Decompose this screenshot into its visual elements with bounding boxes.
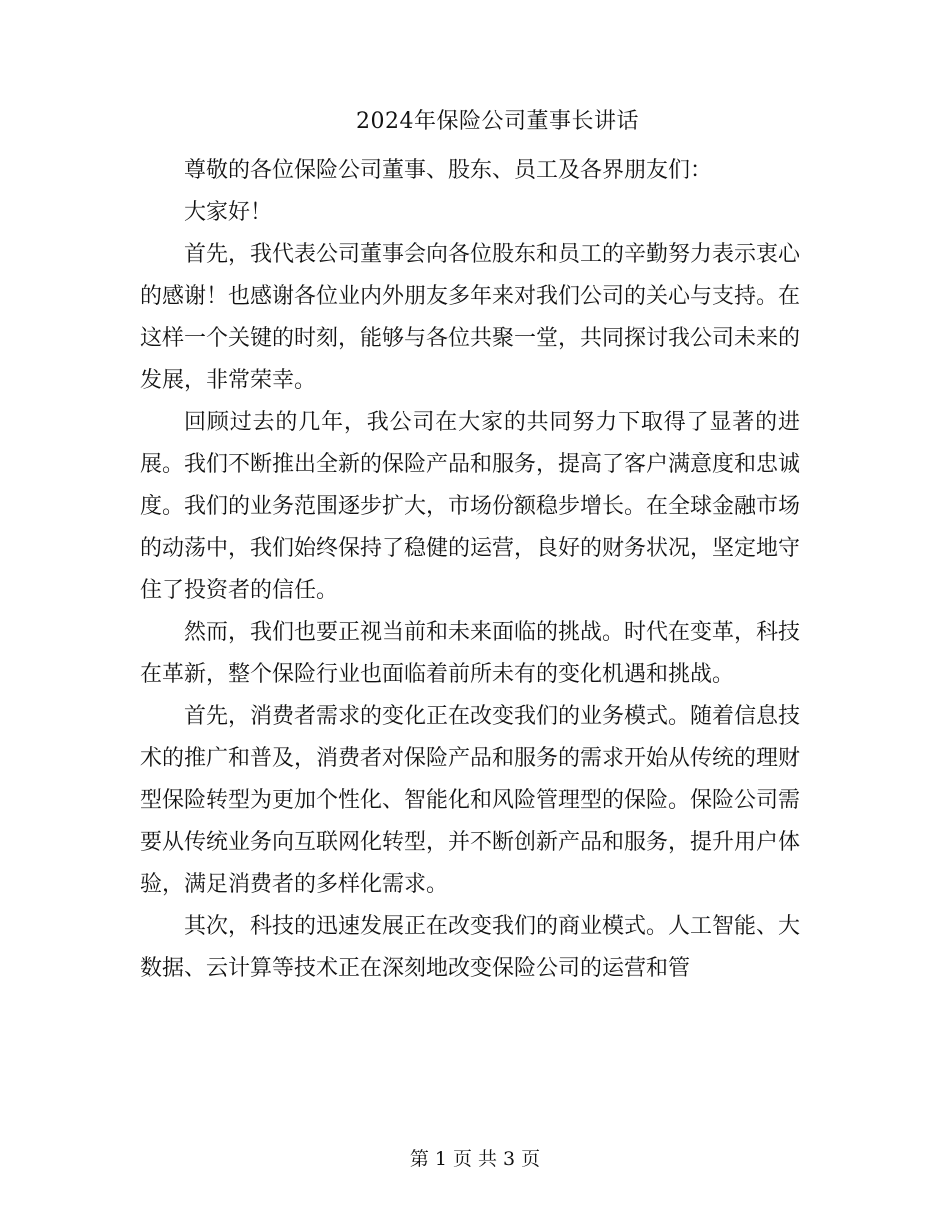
greeting-paragraph: 大家好！: [184, 200, 273, 225]
body-paragraph: 首先，我代表公司董事会向各位股东和员工的辛勤努力表示衷心的感谢！也感谢各位业内外朋友多年来对我们公司的关心与支持。在这样一个关键的时刻，能够与各位共聚一堂，共同探讨我公司未来的发展，非常荣幸。: [140, 242, 801, 393]
body-paragraph: 回顾过去的几年，我公司在大家的共同努力下取得了显著的进展。我们不断推出全新的保险产品和服务，提高了客户满意度和忠诚度。我们的业务范围逐步扩大，市场份额稳步增长。在全球金融市场的动荡中，我们始终保持了稳健的运营，良好的财务状况，坚定地守住了投资者的信任。: [140, 410, 801, 603]
document-body: [140, 150, 800, 990]
body-paragraph: 然而，我们也要正视当前和未来面临的挑战。时代在变革，科技在革新，整个保险行业也面临着前所未有的变化机遇和挑战。: [140, 620, 801, 687]
salutation-paragraph: 尊敬的各位保险公司董事、股东、员工及各界朋友们：: [184, 158, 713, 183]
body-paragraph: 首先，消费者需求的变化正在改变我们的业务模式。随着信息技术的推广和普及，消费者对保险产品和服务的需求开始从传统的理财型保险转型为更加个性化、智能化和风险管理型的保险。保险公司需要从传统业务向互联网化转型，并不断创新产品和服务，提升用户体验，满足消费者的多样化需求。: [140, 704, 801, 897]
body-paragraph: 其次，科技的迅速发展正在改变我们的商业模式。人工智能、大数据、云计算等技术正在深刻地改变保险公司的运营和管: [140, 914, 801, 981]
page-number-footer: 第 1 页 共 3 页: [409, 1148, 541, 1170]
document-title: 2024年保险公司董事长讲话: [356, 109, 639, 134]
